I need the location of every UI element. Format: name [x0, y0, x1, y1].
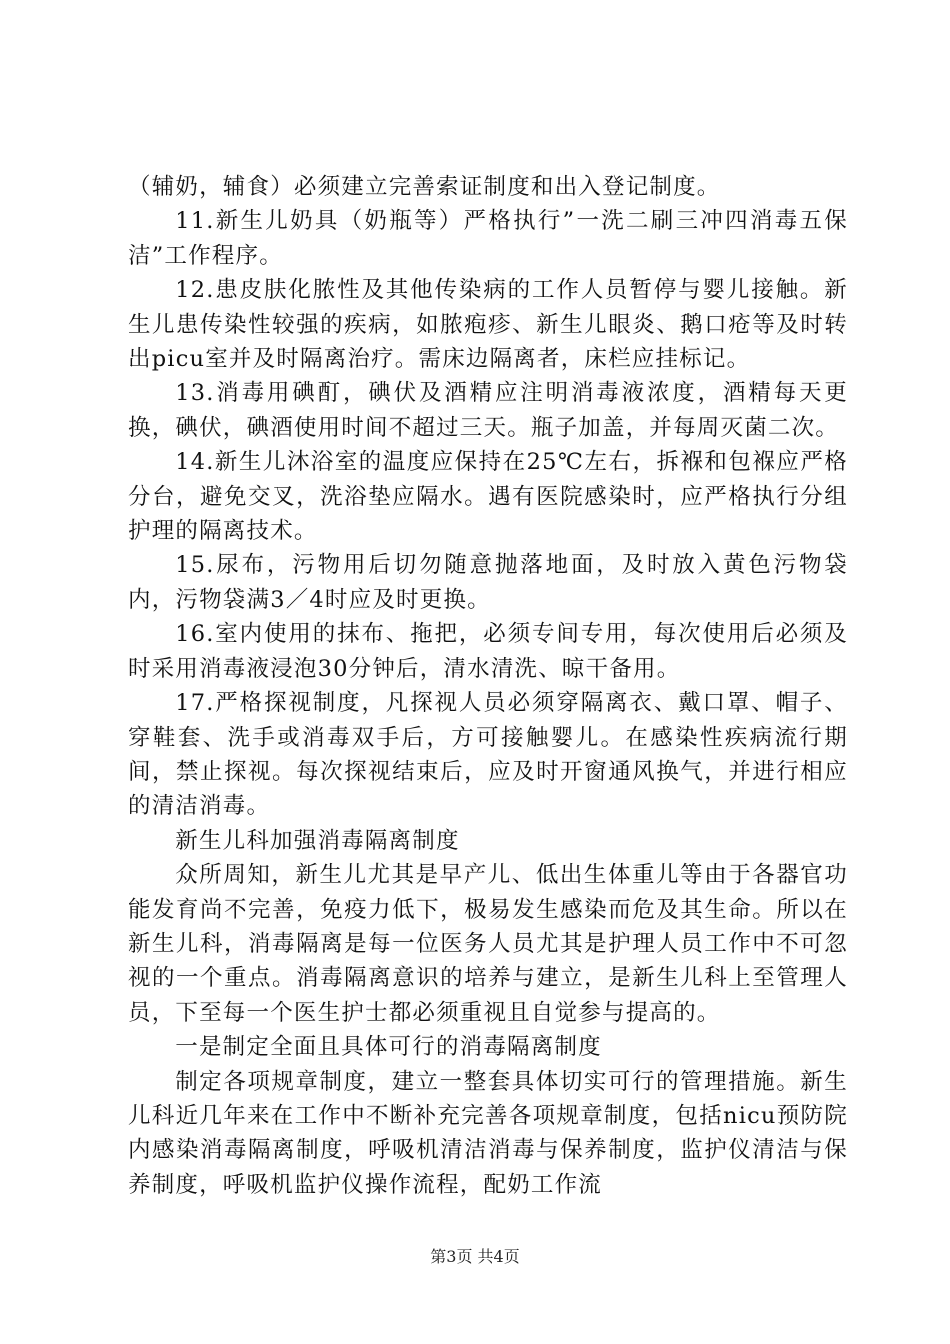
subsection-heading: 一是制定全面且具体可行的消毒隔离制度 [175, 1034, 602, 1061]
document-body [128, 170, 848, 1202]
paragraph-intro: 众所周知，新生儿尤其是早产儿、低出生体重儿等由于各器官功能发育尚不完善，免疫力低下，极易发生感染而危及其生命。所以在新生儿科，消毒隔离是每一位医务人员尤其是护理人员工作中不可忽视的一个重点。消毒隔离意识的培养与建立，是新生儿科上至管理人员，下至每一个医生护士都必须重视且自觉参与提高的。 [128, 862, 848, 1026]
paragraph-item-12: 12.患皮肤化脓性及其他传染病的工作人员暂停与婴儿接触。新生儿患传染性较强的疾病，如脓疱疹、新生儿眼炎、鹅口疮等及时转出picu室并及时隔离治疗。需床边隔离者，床栏应挂标记。 [128, 277, 848, 373]
paragraph-item-15: 15.尿布，污物用后切勿随意抛落地面，及时放入黄色污物袋内，污物袋满3／4时应及时更换。 [128, 552, 848, 613]
section-heading: 新生儿科加强消毒隔离制度 [175, 827, 460, 854]
paragraph-item-13: 13.消毒用碘酊，碘伏及酒精应注明消毒液浓度，酒精每天更换，碘伏，碘酒使用时间不超过三天。瓶子加盖，并每周灭菌二次。 [128, 380, 848, 441]
paragraph-rules: 制定各项规章制度，建立一整套具体切实可行的管理措施。新生儿科近几年来在工作中不断补充完善各项规章制度，包括nicu预防院内感染消毒隔离制度，呼吸机清洁消毒与保养制度，监护仪清洁与保养制度，呼吸机监护仪操作流程，配奶工作流 [128, 1068, 848, 1198]
paragraph-continuation: （辅奶，辅食）必须建立完善索证制度和出入登记制度。 [128, 174, 721, 200]
page-number: 第3页 共4页 [430, 1247, 520, 1266]
paragraph-item-16: 16.室内使用的抹布、拖把，必须专间专用，每次使用后必须及时采用消毒液浸泡30分钟后，清水清洗、晾干备用。 [128, 621, 848, 682]
paragraph-item-14: 14.新生儿沐浴室的温度应保持在25℃左右，拆褓和包褓应严格分台，避免交叉，洗浴垫应隔水。遇有医院感染时，应严格执行分组护理的隔离技术。 [128, 449, 848, 545]
paragraph-item-17: 17.严格探视制度，凡探视人员必须穿隔离衣、戴口罩、帽子、穿鞋套、洗手或消毒双手后，方可接触婴儿。在感染性疾病流行期间，禁止探视。每次探视结束后，应及时开窗通风换气，并进行相应的清洁消毒。 [128, 690, 848, 820]
paragraph-item-11: 11.新生儿奶具（奶瓶等）严格执行”一洗二刷三冲四消毒五保洁”工作程序。 [128, 208, 848, 269]
